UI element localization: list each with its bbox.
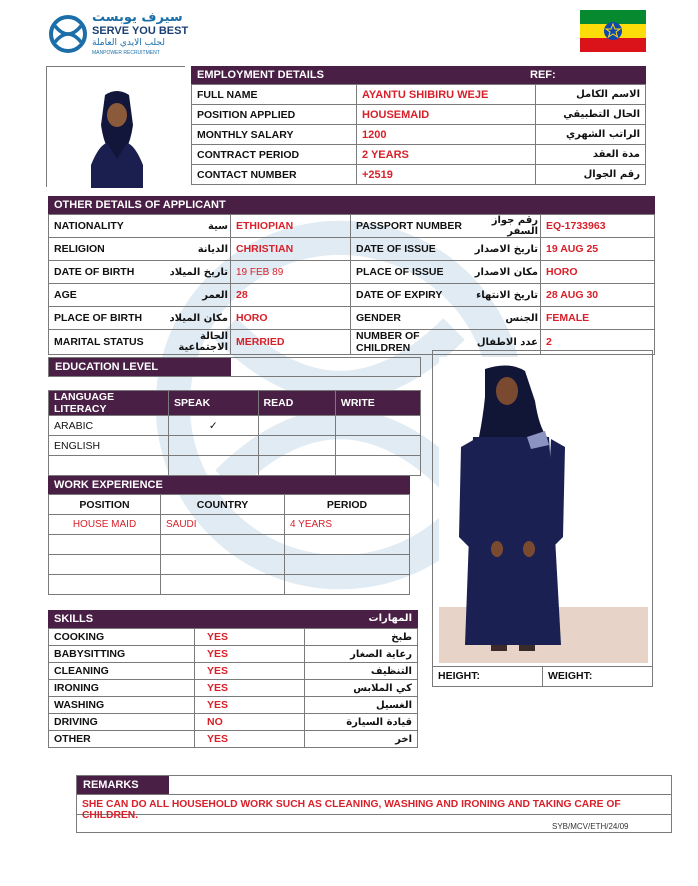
skill-name: CLEANING (49, 663, 195, 680)
education-level-value (231, 358, 420, 376)
other-left-label: DATE OF BIRTH (49, 261, 161, 284)
remarks-header: REMARKS (77, 776, 169, 794)
employment-row (192, 145, 646, 165)
other-right-label: PLACE OF ISSUE (351, 261, 469, 284)
language-column-header: READ (258, 391, 335, 416)
skill-arabic: اخر (305, 731, 418, 748)
employment-arabic-label: مدة العقد (536, 145, 646, 165)
other-right-label: NUMBER OF CHILDREN (351, 330, 469, 355)
work-country: SAUDI (161, 515, 285, 535)
work-position (49, 535, 161, 555)
other-details-row (49, 215, 655, 238)
work-column-header: PERIOD (285, 495, 410, 515)
skill-row (49, 663, 418, 680)
language-column-header: SPEAK (169, 391, 259, 416)
skill-arabic: الغسيل (305, 697, 418, 714)
language-read-check (258, 436, 335, 456)
language-name: ARABIC (49, 416, 169, 436)
skill-arabic: التنظيف (305, 663, 418, 680)
skill-row (49, 629, 418, 646)
work-column-header: POSITION (49, 495, 161, 515)
other-left-value: CHRISTIAN (231, 238, 351, 261)
skill-name: IRONING (49, 680, 195, 697)
language-read-check (258, 416, 335, 436)
employment-details-section (191, 66, 646, 185)
skill-value: YES (195, 663, 305, 680)
weight-label: WEIGHT: (548, 670, 593, 682)
skill-row (49, 680, 418, 697)
other-left-arabic: الحالة الاجتماعية (161, 330, 231, 355)
language-literacy-section (48, 390, 421, 476)
employment-arabic-label: رقم الجوال (536, 165, 646, 185)
skill-value: YES (195, 646, 305, 663)
other-left-value: 19 FEB 89 (231, 261, 351, 284)
other-right-arabic: عدد الاطفال (469, 330, 541, 355)
language-row (49, 436, 421, 456)
employment-details-table (191, 84, 646, 185)
work-country (161, 575, 285, 595)
other-right-arabic: تاريخ الانتهاء (469, 284, 541, 307)
work-country (161, 555, 285, 575)
other-left-label: PLACE OF BIRTH (49, 307, 161, 330)
language-read-check (258, 456, 335, 476)
other-right-value: HORO (541, 261, 655, 284)
language-name: ENGLISH (49, 436, 169, 456)
skill-value: YES (195, 697, 305, 714)
work-experience-section (48, 476, 410, 595)
work-experience-header: WORK EXPERIENCE (48, 476, 410, 494)
other-right-label: PASSPORT NUMBER (351, 215, 469, 238)
other-right-label: DATE OF EXPIRY (351, 284, 469, 307)
skills-header-arabic: المهارات (368, 613, 412, 624)
skill-name: WASHING (49, 697, 195, 714)
skills-table (48, 628, 418, 748)
employment-arabic-label: الراتب الشهري (536, 125, 646, 145)
skill-value: NO (195, 714, 305, 731)
portrait-photo (46, 66, 185, 187)
other-details-section (48, 196, 655, 355)
other-left-arabic: مكان الميلاد (161, 307, 231, 330)
other-details-table (48, 214, 655, 355)
other-details-row (49, 238, 655, 261)
other-right-value: 2 (541, 330, 655, 355)
language-name (49, 456, 169, 476)
other-right-label: GENDER (351, 307, 469, 330)
other-left-arabic: الديانة (161, 238, 231, 261)
other-right-arabic: رقم جواز السفر (469, 215, 541, 238)
other-right-value: 19 AUG 25 (541, 238, 655, 261)
other-left-value: MERRIED (231, 330, 351, 355)
education-level-header: EDUCATION LEVEL (49, 358, 231, 376)
ref-label: REF: (530, 69, 556, 81)
language-write-check (335, 436, 420, 456)
skill-value: YES (195, 629, 305, 646)
other-right-arabic: مكان الاصدار (469, 261, 541, 284)
employment-details-header: EMPLOYMENT DETAILS (197, 69, 324, 81)
work-period (285, 575, 410, 595)
employment-value: 1200 (357, 125, 536, 145)
other-right-value: EQ-1733963 (541, 215, 655, 238)
skill-row (49, 697, 418, 714)
other-right-value: FEMALE (541, 307, 655, 330)
skill-arabic: رعاية الصغار (305, 646, 418, 663)
skill-value: YES (195, 680, 305, 697)
brand-english-name: SERVE YOU BEST (92, 25, 189, 37)
work-experience-table (48, 494, 410, 595)
work-position: HOUSE MAID (49, 515, 161, 535)
employment-row (192, 165, 646, 185)
other-right-arabic: الجنس (469, 307, 541, 330)
skill-name: BABYSITTING (49, 646, 195, 663)
language-row (49, 416, 421, 436)
work-row (49, 515, 410, 535)
language-speak-check (169, 436, 259, 456)
company-logo (48, 12, 228, 58)
employment-label: POSITION APPLIED (192, 105, 357, 125)
work-row (49, 575, 410, 595)
other-right-label: DATE OF ISSUE (351, 238, 469, 261)
other-left-arabic: تاريخ الميلاد (161, 261, 231, 284)
other-details-row (49, 261, 655, 284)
work-period (285, 555, 410, 575)
height-label: HEIGHT: (433, 667, 543, 686)
skill-name: COOKING (49, 629, 195, 646)
skill-row (49, 731, 418, 748)
work-period (285, 535, 410, 555)
employment-label: MONTHLY SALARY (192, 125, 357, 145)
language-literacy-table (48, 390, 421, 476)
other-right-arabic: تاريخ الاصدار (469, 238, 541, 261)
other-details-row (49, 284, 655, 307)
employment-label: CONTACT NUMBER (192, 165, 357, 185)
language-column-header: LANGUAGE LITERACY (49, 391, 169, 416)
other-details-header: OTHER DETAILS OF APPLICANT (48, 196, 655, 214)
full-body-photo-panel (432, 350, 653, 687)
language-write-check (335, 456, 420, 476)
skill-name: DRIVING (49, 714, 195, 731)
work-country (161, 535, 285, 555)
skill-arabic: قيادة السيارة (305, 714, 418, 731)
other-left-arabic: العمر (161, 284, 231, 307)
skill-value: YES (195, 731, 305, 748)
work-column-header: COUNTRY (161, 495, 285, 515)
work-period: 4 YEARS (285, 515, 410, 535)
skill-row (49, 714, 418, 731)
skills-header: SKILLS (54, 613, 94, 625)
other-left-label: RELIGION (49, 238, 161, 261)
employment-value: AYANTU SHIBIRU WEJE (357, 85, 536, 105)
language-speak-check (169, 456, 259, 476)
brand-tagline: MANPOWER RECRUITMENT (92, 50, 160, 56)
language-write-check (335, 416, 420, 436)
employment-value: HOUSEMAID (357, 105, 536, 125)
employment-arabic-label: الاسم الكامل (536, 85, 646, 105)
education-level-row (48, 357, 421, 377)
other-left-label: MARITAL STATUS (49, 330, 161, 355)
skill-name: OTHER (49, 731, 195, 748)
brand-arabic-subtitle: لجلب الايدي العاملة (92, 38, 165, 48)
other-details-row (49, 307, 655, 330)
other-left-label: NATIONALITY (49, 215, 161, 238)
footer-reference-code: SYB/MCV/ETH/24/09 (552, 822, 629, 831)
other-left-value: HORO (231, 307, 351, 330)
employment-label: CONTRACT PERIOD (192, 145, 357, 165)
full-body-photo (439, 357, 648, 663)
employment-value: 2 YEARS (357, 145, 536, 165)
other-left-value: ETHIOPIAN (231, 215, 351, 238)
work-row (49, 535, 410, 555)
employment-arabic-label: الحال التطبيقي (536, 105, 646, 125)
work-position (49, 575, 161, 595)
skill-arabic: كي الملابس (305, 680, 418, 697)
other-left-arabic: سية (161, 215, 231, 238)
other-left-label: AGE (49, 284, 161, 307)
other-left-value: 28 (231, 284, 351, 307)
employment-row (192, 105, 646, 125)
language-column-header: WRITE (335, 391, 420, 416)
logo-emblem-icon (48, 12, 88, 56)
work-position (49, 555, 161, 575)
brand-arabic-name: سيرف يوبست (92, 10, 183, 25)
remarks-text: SHE CAN DO ALL HOUSEHOLD WORK SUCH AS CLEANING, WASHING AND IRONING AND TAKING CARE OF CHILDREN. (77, 794, 671, 814)
employment-value: +2519 (357, 165, 536, 185)
skill-row (49, 646, 418, 663)
other-right-value: 28 AUG 30 (541, 284, 655, 307)
language-row (49, 456, 421, 476)
language-speak-check: ✓ (169, 416, 259, 436)
employment-row (192, 85, 646, 105)
skill-arabic: طبخ (305, 629, 418, 646)
skills-section (48, 610, 418, 748)
ethiopia-flag-icon (580, 10, 646, 52)
employment-row (192, 125, 646, 145)
work-row (49, 555, 410, 575)
employment-label: FULL NAME (192, 85, 357, 105)
